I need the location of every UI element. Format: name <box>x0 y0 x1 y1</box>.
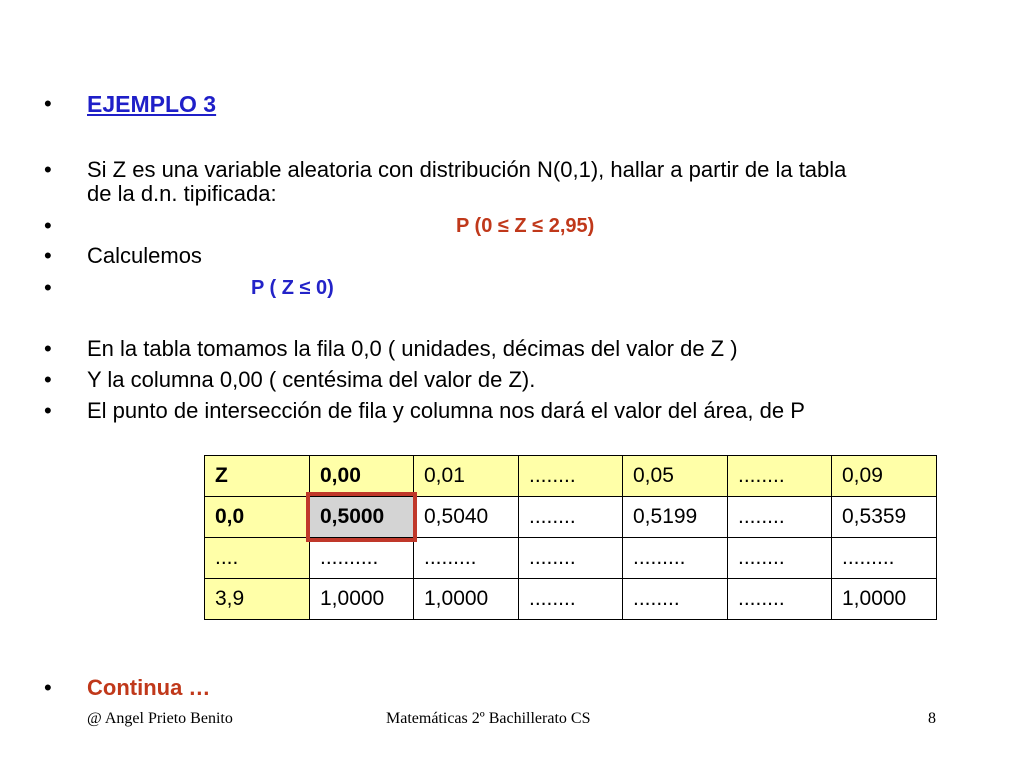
table-row-label: 3,9 <box>205 579 310 620</box>
table-row-label: 0,0 <box>205 497 310 538</box>
table-cell: ......... <box>832 538 937 579</box>
table-row <box>205 579 937 620</box>
intro-text-2: de la d.n. tipificada: <box>87 181 277 206</box>
table-cell: ......... <box>414 538 519 579</box>
table-cell: ........ <box>728 579 832 620</box>
footer-page-number: 8 <box>928 710 936 727</box>
example-title: EJEMPLO 3 <box>87 91 217 117</box>
table-header-cell: ........ <box>519 456 623 497</box>
table-cell: ........ <box>728 497 832 538</box>
bullet-icon: • <box>44 398 52 423</box>
step-3-text: El punto de intersección de fila y columna nos dará el valor del área, de P <box>87 398 805 423</box>
table-cell: 1,0000 <box>832 579 937 620</box>
prob-target: P (0 ≤ Z ≤ 2,95) <box>456 215 595 237</box>
prob-calc: P ( Z ≤ 0) <box>251 277 334 299</box>
table-cell: 1,0000 <box>414 579 519 620</box>
table-cell: ........ <box>623 579 728 620</box>
continue-text: Continua … <box>87 675 211 700</box>
bullet-icon: • <box>44 275 52 300</box>
table-row-label: .... <box>205 538 310 579</box>
footer-author: @ Angel Prieto Benito <box>87 710 233 727</box>
table-row <box>205 538 937 579</box>
bullet-icon: • <box>44 336 52 361</box>
bullet-icon: • <box>44 675 52 700</box>
step-2-text: Y la columna 0,00 ( centésima del valor de Z). <box>87 367 536 392</box>
table-cell: ........ <box>519 497 623 538</box>
table-header-row <box>205 456 937 497</box>
footer-course: Matemáticas 2º Bachillerato CS <box>386 710 591 727</box>
table-cell: ........ <box>728 538 832 579</box>
selected-cell <box>310 497 414 538</box>
table-cell: ......... <box>623 538 728 579</box>
table-cell: ........ <box>519 538 623 579</box>
table-cell: 0,5199 <box>623 497 728 538</box>
table-header-cell: 0,09 <box>832 456 937 497</box>
calc-text: Calculemos <box>87 243 202 268</box>
bullet-icon: • <box>44 157 52 182</box>
selected-cell-value: 0,5000 <box>320 505 385 528</box>
table-row <box>205 497 937 538</box>
table-header-cell: 0,05 <box>623 456 728 497</box>
bullet-icon: • <box>44 367 52 392</box>
intro-text-1: Si Z es una variable aleatoria con distribución N(0,1), hallar a partir de la tabla <box>87 157 847 182</box>
table-cell: .......... <box>310 538 414 579</box>
table-header-cell: 0,00 <box>310 456 414 497</box>
z-table <box>204 455 937 620</box>
table-header-cell: ........ <box>728 456 832 497</box>
table-cell: 1,0000 <box>310 579 414 620</box>
table-header-cell: Z <box>205 456 310 497</box>
table-cell: ........ <box>519 579 623 620</box>
bullet-icon: • <box>44 243 52 268</box>
table-cell: 0,5040 <box>414 497 519 538</box>
bullet-icon: • <box>44 213 52 238</box>
bullet-icon: • <box>44 91 52 116</box>
table-header-cell: 0,01 <box>414 456 519 497</box>
step-1-text: En la tabla tomamos la fila 0,0 ( unidades, décimas del valor de Z ) <box>87 336 738 361</box>
table-cell: 0,5359 <box>832 497 937 538</box>
